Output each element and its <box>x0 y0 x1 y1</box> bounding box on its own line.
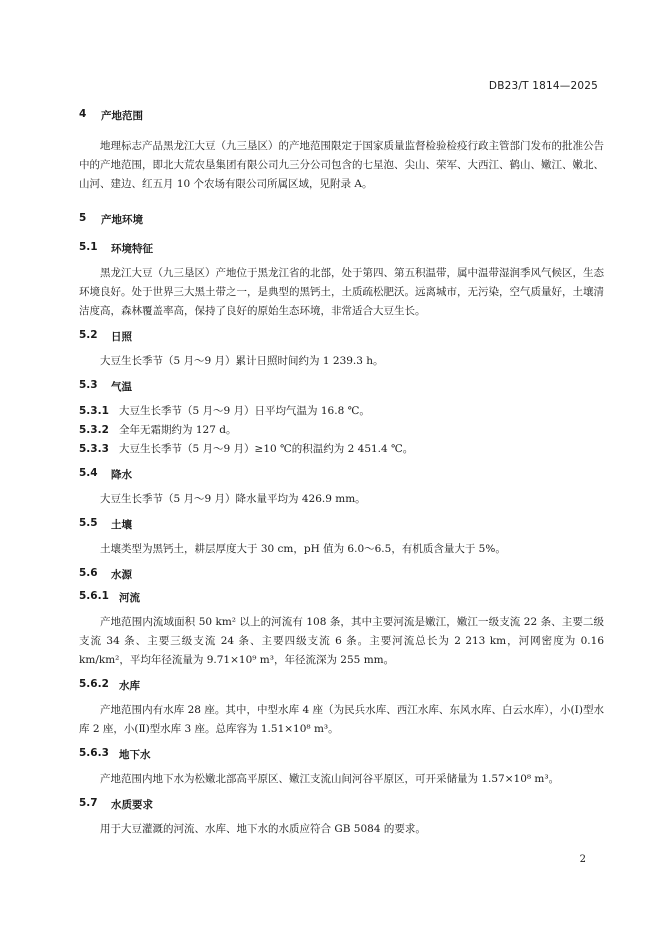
section-number: 5.1 <box>79 241 98 253</box>
section-title: 河流 <box>119 592 140 604</box>
section-number: 4 <box>79 108 87 120</box>
list-item <box>79 402 604 421</box>
section-heading-5-7 <box>79 797 604 812</box>
section-title: 气温 <box>111 381 132 393</box>
section-number: 5.7 <box>79 797 98 809</box>
section-title: 降水 <box>111 469 132 481</box>
section-heading-5-1 <box>79 241 604 256</box>
item-text: 全年无霜期约为 127 d。 <box>119 424 237 436</box>
item-text: 大豆生长季节（5 月～9 月）日平均气温为 16.8 ℃。 <box>119 405 370 417</box>
section-heading-5-6-1 <box>79 590 604 605</box>
section-number: 5.4 <box>79 467 98 479</box>
section-title: 水质要求 <box>111 799 153 811</box>
section-number: 5.6.1 <box>79 590 109 602</box>
item-number: 5.3.2 <box>79 424 109 436</box>
section-title: 土壤 <box>111 519 132 531</box>
section-number: 5 <box>79 212 87 224</box>
section-5-6-2-paragraph: 产地范围内有水库 28 座。其中，中型水库 4 座（为民兵水库、西江水库、东风水库、白云水库），小(Ⅰ)型水库 2 座，小(Ⅱ)型水库 3 座。总库容为 1.51×10⁸ m³。 <box>79 704 604 735</box>
section-5-2-paragraph: 大豆生长季节（5 月～9 月）累计日照时间约为 1 239.3 h。 <box>100 355 384 367</box>
section-number: 5.6.2 <box>79 678 109 690</box>
section-number: 5.2 <box>79 329 98 341</box>
list-item <box>79 440 604 459</box>
list-item <box>79 421 604 440</box>
section-4-paragraph: 地理标志产品黑龙江大豆（九三垦区）的产地范围限定于国家质量监督检验检疫行政主管部门发布的批准公告中的产地范围，即北大荒农垦集团有限公司九三分公司包含的七星泡、尖山、荣军、大西江、鹤山、嫩江、嫩北、山河、建边、红五月 10 个农场有限公司所属区域，见附录 A。 <box>79 140 604 190</box>
section-5-6-1-paragraph: 产地范围内流域面积 50 km² 以上的河流有 108 条，其中主要河流是嫩江，嫩江一级支流 22 条、主要二级支流 34 条、主要三级支流 24 条、主要四级支流 6 条。主要河流总长为 2 213 km，河网密度为 0.16 km/km²，平均年径流量为 9.71×10⁹ m³，年径流深为 255 mm。 <box>79 616 604 666</box>
section-number: 5.5 <box>79 517 98 529</box>
section-heading-5-6-2 <box>79 678 604 693</box>
section-heading-5 <box>79 212 604 227</box>
section-title: 环境特征 <box>111 243 153 255</box>
document-body <box>79 108 604 847</box>
section-title: 水源 <box>111 569 132 581</box>
section-heading-5-5 <box>79 517 604 532</box>
section-number: 5.6.3 <box>79 747 109 759</box>
section-number: 5.6 <box>79 567 98 579</box>
section-heading-5-6-3 <box>79 747 604 762</box>
section-heading-5-6 <box>79 567 604 582</box>
item-number: 5.3.3 <box>79 443 109 455</box>
page-number: 2 <box>579 854 586 865</box>
section-title: 水库 <box>119 680 140 692</box>
section-5-4-paragraph: 大豆生长季节（5 月～9 月）降水量平均为 426.9 mm。 <box>100 493 366 505</box>
section-5-1-paragraph: 黑龙江大豆（九三垦区）产地位于黑龙江省的北部，处于第四、第五积温带，属中温带湿润季风气候区，生态环境良好。处于世界三大黑土带之一，是典型的黑钙土，土质疏松肥沃。远离城市，无污染，空气质量好，土壤清洁度高，森林覆盖率高，保持了良好的原始生态环境，非常适合大豆生长。 <box>79 267 604 317</box>
section-title: 产地范围 <box>101 110 143 122</box>
section-number: 5.3 <box>79 379 98 391</box>
section-heading-5-3 <box>79 379 604 394</box>
section-5-6-3-paragraph: 产地范围内地下水为松嫩北部高平原区、嫩江支流山间河谷平原区，可开采储量为 1.57×10⁸ m³。 <box>100 773 560 785</box>
section-5-7-paragraph: 用于大豆灌溉的河流、水库、地下水的水质应符合 GB 5084 的要求。 <box>100 823 426 835</box>
section-heading-5-2 <box>79 329 604 344</box>
section-title: 地下水 <box>119 749 151 761</box>
item-number: 5.3.1 <box>79 405 109 417</box>
section-title: 日照 <box>111 331 132 343</box>
standard-code: DB23/T 1814—2025 <box>488 80 598 92</box>
section-5-5-paragraph: 土壤类型为黑钙土，耕层厚度大于 30 cm，pH 值为 6.0～6.5，有机质含量大于 5%。 <box>100 543 506 555</box>
section-title: 产地环境 <box>101 214 143 226</box>
section-heading-4 <box>79 108 604 123</box>
section-heading-5-4 <box>79 467 604 482</box>
item-text: 大豆生长季节（5 月～9 月）≥10 ℃的积温约为 2 451.4 ℃。 <box>119 443 414 455</box>
